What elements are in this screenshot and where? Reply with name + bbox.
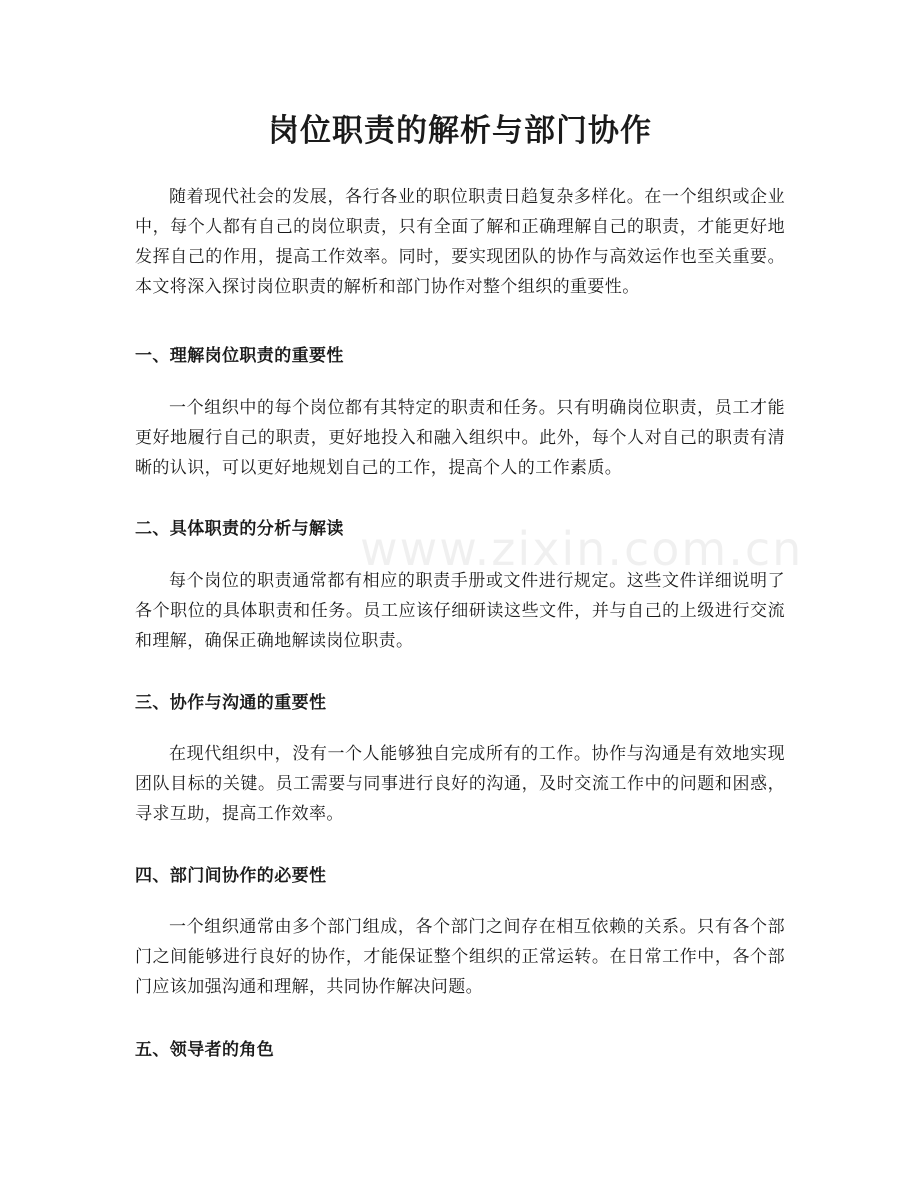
intro-paragraph: 随着现代社会的发展，各行各业的职位职责日趋复杂多样化。在一个组织或企业中，每个人都有自己的岗位职责，只有全面了解和正确理解自己的职责，才能更好地发挥自己的作用，提高工作效率。同时，要实现团队的协作与高效运作也至关重要。本文将深入探讨岗位职责的解析和部门协作对整个组织的重要性。 <box>135 187 785 297</box>
section-body-4: 一个组织通常由多个部门组成，各个部门之间存在相互依赖的关系。只有各个部门之间能够进行良好的协作，才能保证整个组织的正常运转。在日常工作中，各个部门应该加强沟通和理解，共同协作解决问题。 <box>135 917 785 997</box>
section-heading-4: 四、部门间协作的必要性 <box>135 866 327 886</box>
section-body-1: 一个组织中的每个岗位都有其特定的职责和任务。只有明确岗位职责，员工才能更好地履行自己的职责，更好地投入和融入组织中。此外，每个人对自己的职责有清晰的认识，可以更好地规划自己的工作，提高个人的工作素质。 <box>135 398 785 478</box>
page-title: 岗位职责的解析与部门协作 <box>268 113 652 149</box>
section-heading-1: 一、理解岗位职责的重要性 <box>135 346 344 366</box>
watermark: www.zixin.com.cn <box>360 522 804 576</box>
section-body-3: 在现代组织中，没有一个人能够独自完成所有的工作。协作与沟通是有效地实现团队目标的关键。员工需要与同事进行良好的沟通，及时交流工作中的问题和困惑，寻求互助，提高工作效率。 <box>135 744 785 824</box>
section-heading-3: 三、协作与沟通的重要性 <box>135 693 327 713</box>
section-heading-5: 五、领导者的角色 <box>135 1040 275 1060</box>
section-heading-2: 二、具体职责的分析与解读 <box>135 519 344 539</box>
section-body-2: 每个岗位的职责通常都有相应的职责手册或文件进行规定。这些文件详细说明了各个职位的具体职责和任务。员工应该仔细研读这些文件，并与自己的上级进行交流和理解，确保正确地解读岗位职责。 <box>135 571 785 651</box>
